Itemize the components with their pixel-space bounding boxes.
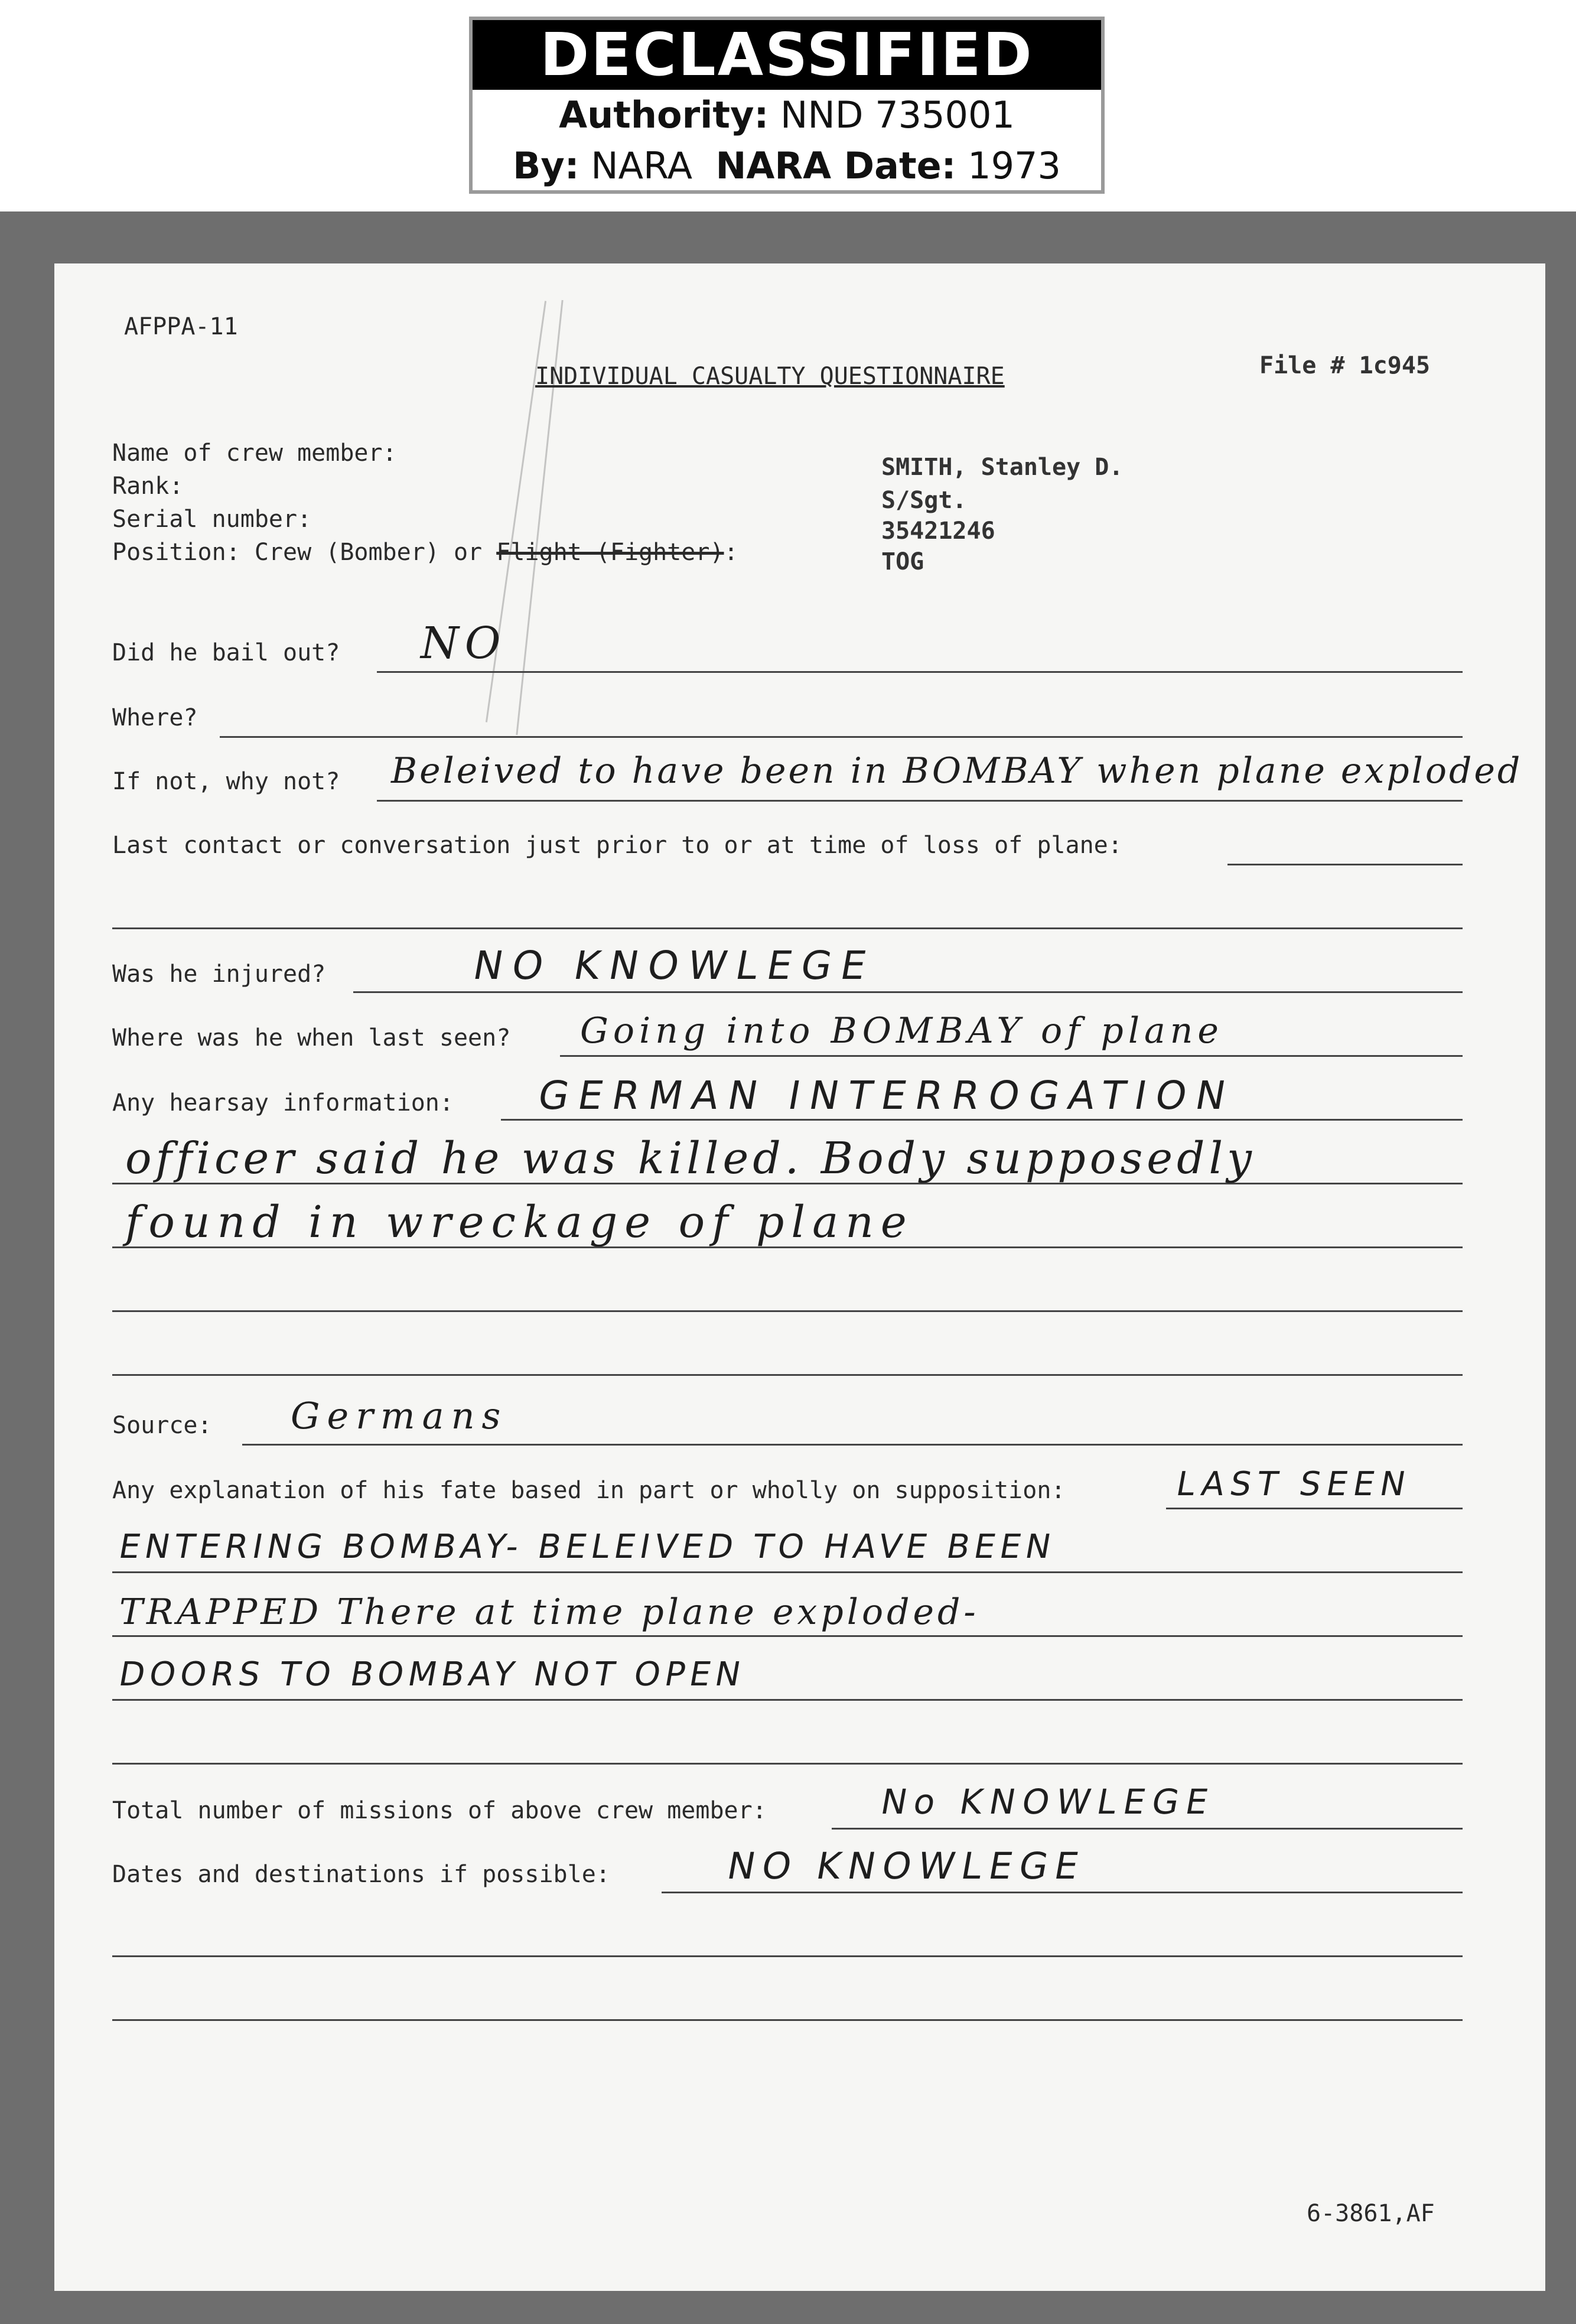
position-value: TOG xyxy=(881,548,924,575)
contact-label: Last contact or conversation just prior to or at time of loss of plane: xyxy=(112,832,1122,859)
position-colon: : xyxy=(724,539,738,566)
seen-answer: Going into BOMBAY of plane xyxy=(580,1010,1223,1052)
hearsay-label: Any hearsay information: xyxy=(112,1089,454,1117)
position-struck-option: Flight (Fighter) xyxy=(496,539,724,566)
by-value: NARA xyxy=(591,144,693,187)
hearsay-answer-3: found in wreckage of plane xyxy=(125,1197,914,1248)
serial-value: 35421246 xyxy=(881,517,995,545)
name-value: SMITH, Stanley D. xyxy=(881,454,1124,481)
explanation-line-2 xyxy=(112,1571,1463,1573)
date-value: 1973 xyxy=(968,144,1061,187)
why-answer: Beleived to have been in BOMBAY when plane exploded xyxy=(391,750,1523,792)
explanation-line-4 xyxy=(112,1699,1463,1701)
hearsay-line-4 xyxy=(112,1310,1463,1312)
rank-label: Rank: xyxy=(112,473,184,500)
where-line xyxy=(220,736,1463,738)
injured-label: Was he injured? xyxy=(112,961,326,988)
missions-line xyxy=(832,1828,1463,1830)
form-title: INDIVIDUAL CASUALTY QUESTIONNAIRE xyxy=(535,363,1005,390)
missions-answer: No KNOWLEGE xyxy=(878,1782,1219,1822)
why-label: If not, why not? xyxy=(112,768,340,795)
hearsay-answer-2: officer said he was killed. Body supposedly xyxy=(125,1133,1256,1184)
missions-label: Total number of missions of above crew member: xyxy=(112,1797,767,1824)
explanation-answer-2: ENTERING BOMBAY- BELEIVED TO HAVE BEEN xyxy=(116,1528,1059,1566)
seen-label: Where was he when last seen? xyxy=(112,1024,511,1052)
bail-label: Did he bail out? xyxy=(112,639,340,666)
why-line xyxy=(377,800,1463,802)
rank-value: S/Sgt. xyxy=(881,487,967,514)
questionnaire-page xyxy=(54,263,1545,2291)
authority-label: Authority: xyxy=(559,93,769,136)
explanation-label: Any explanation of his fate based in part or wholly on supposition: xyxy=(112,1477,1066,1504)
hearsay-line-5 xyxy=(112,1374,1463,1376)
bail-answer: NO xyxy=(421,618,507,669)
contact-line-2 xyxy=(112,927,1463,929)
dates-line-2 xyxy=(112,1955,1463,1957)
where-label: Where? xyxy=(112,704,198,731)
serial-label: Serial number: xyxy=(112,506,312,533)
explanation-answer-3: TRAPPED There at time plane exploded- xyxy=(119,1591,979,1633)
by-label: By: xyxy=(513,144,579,187)
source-label: Source: xyxy=(112,1412,212,1439)
dates-answer: NO KNOWLEGE xyxy=(724,1844,1089,1887)
explanation-line-5 xyxy=(112,1763,1463,1765)
explanation-line-3 xyxy=(112,1635,1463,1637)
injured-answer: NO KNOWLEGE xyxy=(470,943,880,988)
explanation-line-1 xyxy=(1166,1508,1463,1509)
authority-line xyxy=(473,90,1101,141)
form-code: AFPPA-11 xyxy=(124,313,238,340)
by-date-line xyxy=(473,141,1101,191)
contact-line-1 xyxy=(1227,864,1463,865)
dates-line-3 xyxy=(112,2019,1463,2021)
source-answer: Germans xyxy=(291,1394,508,1437)
hearsay-line-1 xyxy=(501,1119,1463,1121)
seen-line xyxy=(560,1055,1463,1057)
bail-line xyxy=(377,671,1463,673)
position-label-row xyxy=(112,539,738,566)
dates-line xyxy=(662,1892,1463,1893)
explanation-answer-1: LAST SEEN xyxy=(1173,1465,1415,1503)
source-line xyxy=(242,1444,1463,1446)
authority-value: NND 735001 xyxy=(780,93,1015,136)
hearsay-answer-1: GERMAN INTERROGATION xyxy=(535,1073,1239,1118)
position-label: Position: Crew (Bomber) or xyxy=(112,539,483,566)
declassified-title: DECLASSIFIED xyxy=(473,20,1101,90)
name-label: Name of crew member: xyxy=(112,440,397,467)
footer-form-code: 6-3861,AF xyxy=(1307,2200,1435,2227)
dates-label: Dates and destinations if possible: xyxy=(112,1861,610,1888)
file-number: File # 1c945 xyxy=(1259,352,1430,379)
declassified-stamp xyxy=(469,17,1105,194)
explanation-answer-4: DOORS TO BOMBAY NOT OPEN xyxy=(116,1655,748,1694)
scanned-document xyxy=(0,211,1576,2324)
injured-line xyxy=(353,991,1463,993)
date-label: NARA Date: xyxy=(715,144,956,187)
